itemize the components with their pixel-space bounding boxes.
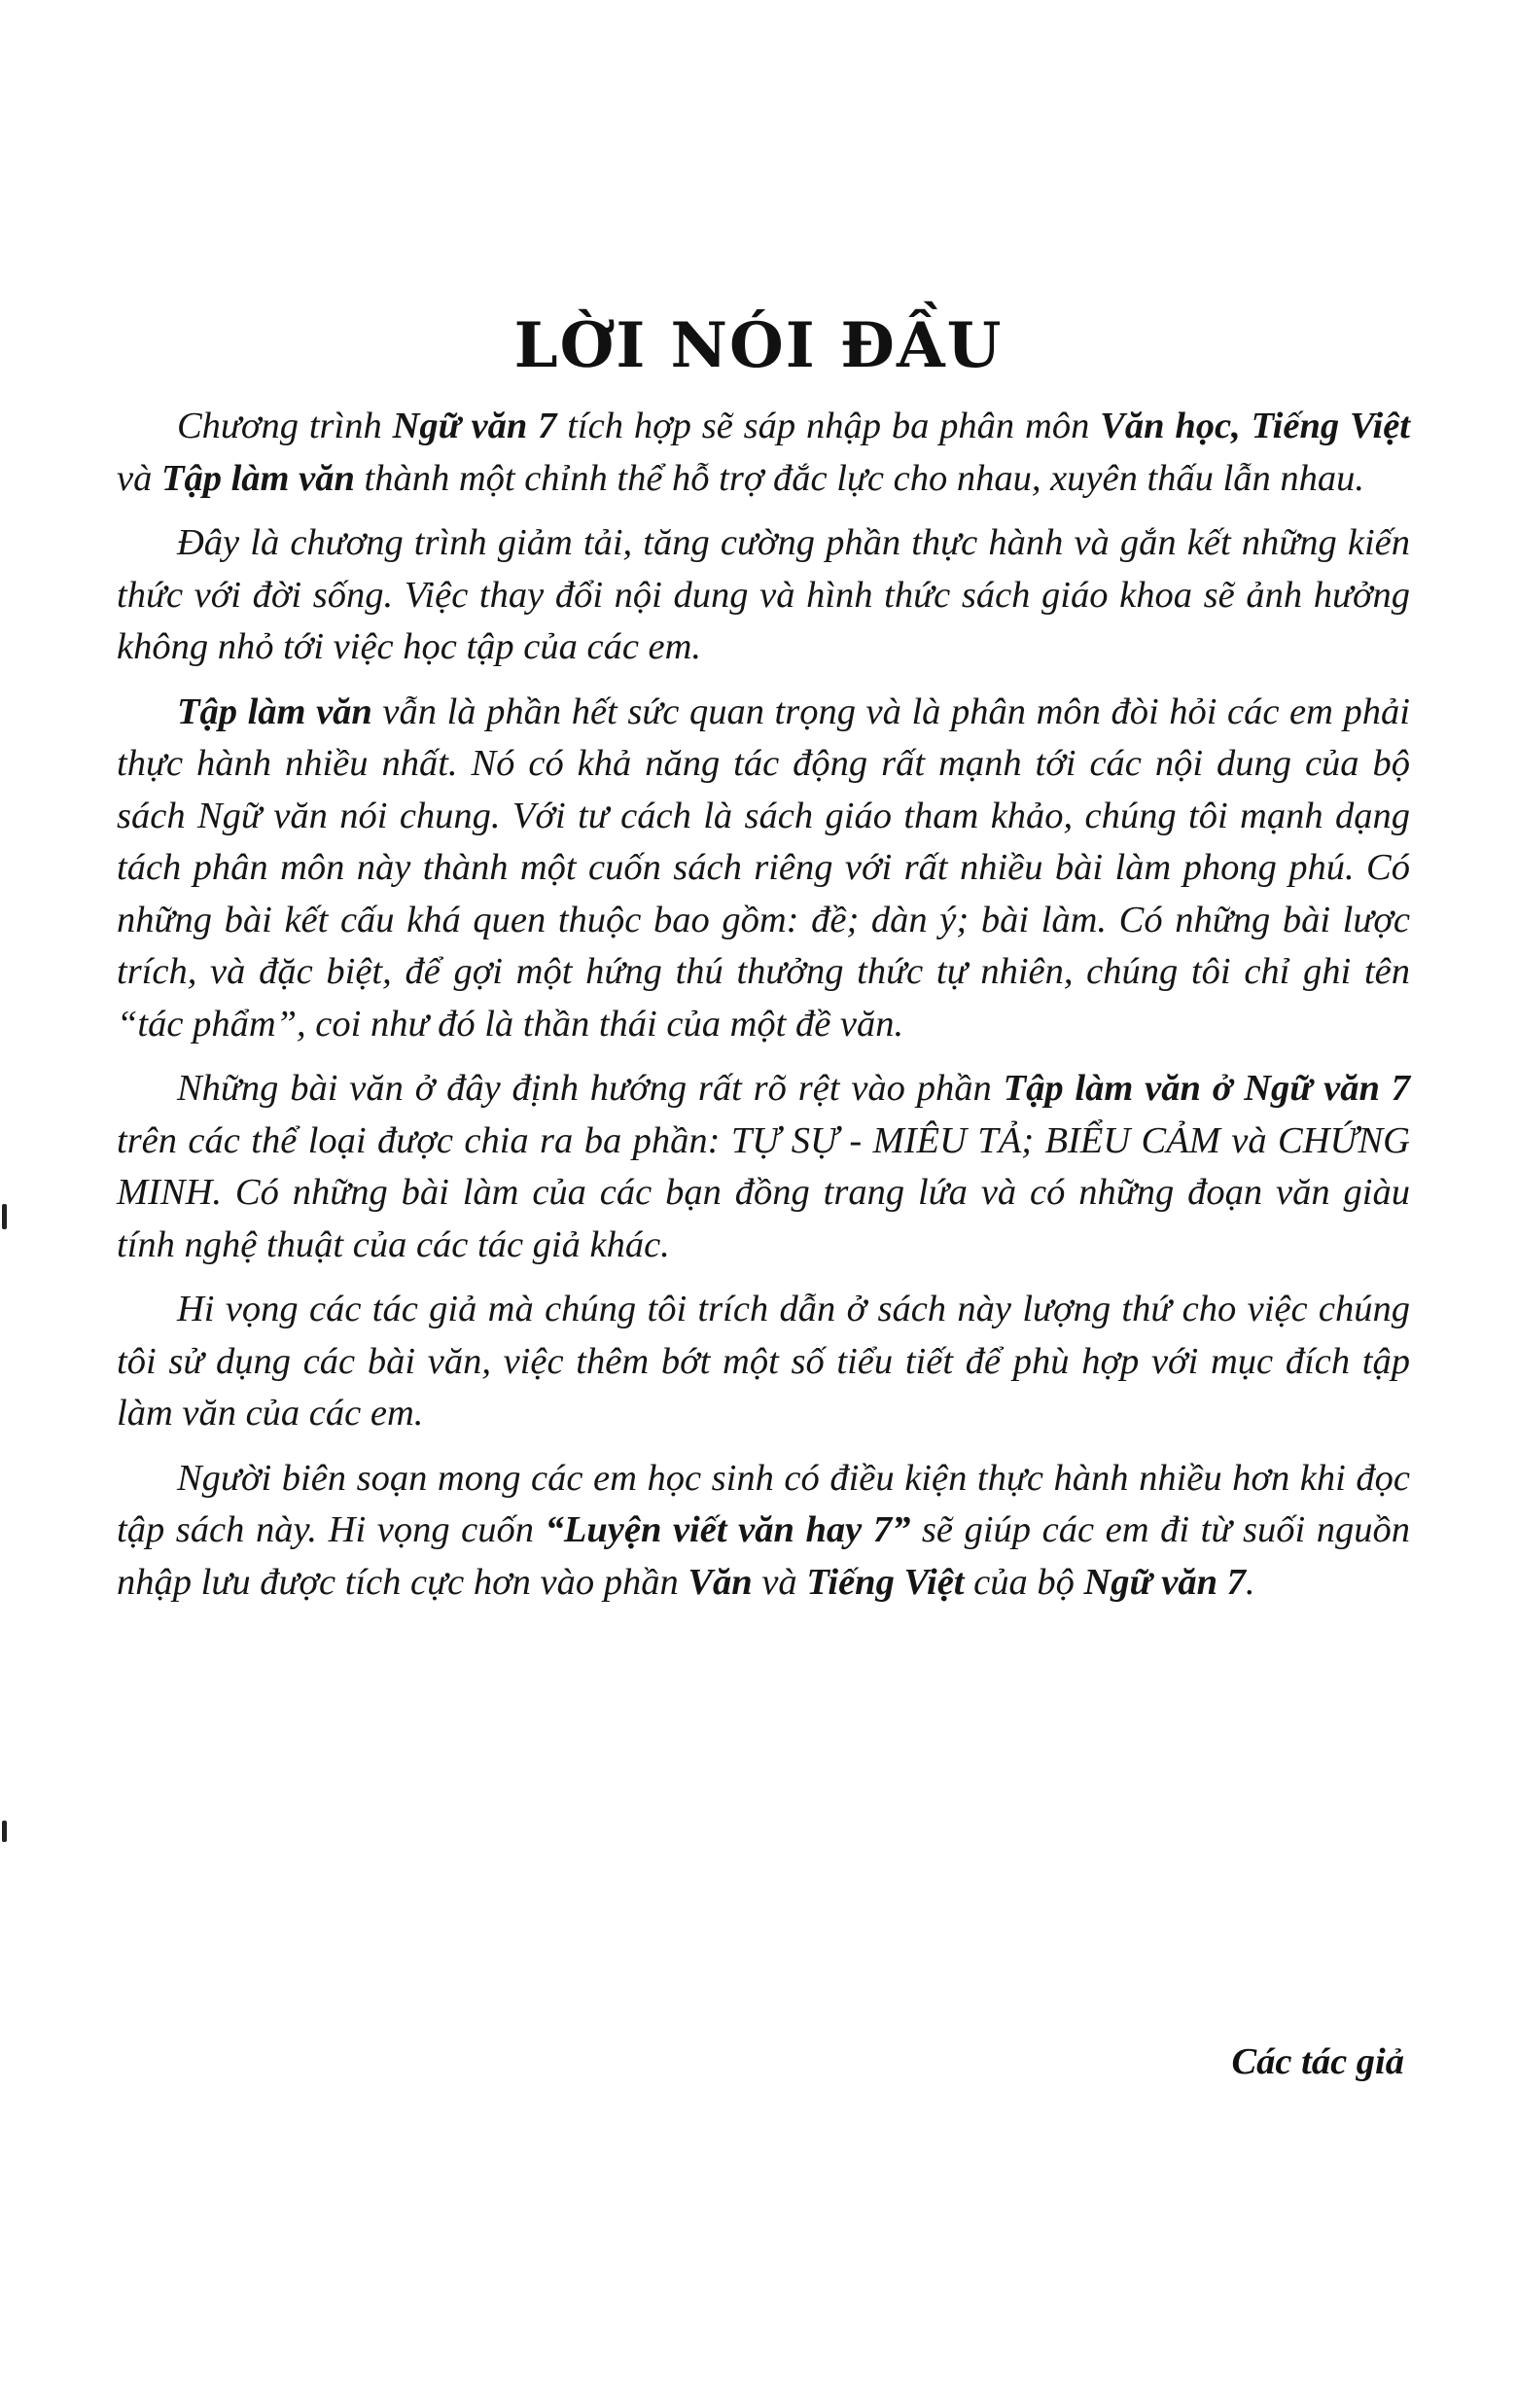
- emphasis-text: Tập làm văn ở Ngữ văn 7: [1003, 1068, 1410, 1109]
- emphasis-text: Văn học, Tiếng Việt: [1100, 406, 1411, 446]
- emphasis-text: Ngữ văn 7: [392, 406, 557, 446]
- body-text-run: của bộ: [964, 1561, 1084, 1603]
- preface-body: [117, 401, 1410, 1621]
- scan-edge-mark: [2, 1204, 7, 1229]
- body-text-run: Hi vọng các tác giả mà chúng tôi trích dẫn ở sách này lượng thứ cho việc chúng tôi sử dụng các bài văn, việc thêm bớt một số tiểu tiết để phù hợp với mục đích tập làm văn của các em.: [117, 1289, 1410, 1434]
- body-text-run: vẫn là phần hết sức quan trọng và là phân môn đòi hỏi các em phải thực hành nhiều nhất. Nó có khả năng tác động rất mạnh tới các nội dung của bộ sách Ngữ văn nói chung. Với tư cách là sách giáo tham khảo, chúng tôi mạnh dạng tách phân môn này thành một cuốn sách riêng với rất nhiều bài làm phong phú. Có những bài kết cấu khá quen thuộc bao gồm: đề; dàn ý; bài làm. Có những bài lược trích, và đặc biệt, để gợi một hứng thú thưởng thức tự nhiên, chúng tôi chỉ ghi tên “tác phẩm”, coi như đó là thần thái của một đề văn.: [117, 691, 1410, 1045]
- paragraph-6: [117, 1453, 1410, 1610]
- scan-edge-mark: [2, 1821, 7, 1842]
- emphasis-text: Tiếng Việt: [806, 1561, 965, 1603]
- body-text-run: sẽ giúp các em đi từ suối nguồn nhập lưu được tích cực hơn vào phần: [117, 1509, 1410, 1603]
- body-text-run: Chương trình: [177, 406, 393, 446]
- paragraph-2: [117, 517, 1410, 674]
- body-text-run: và: [752, 1561, 807, 1603]
- paragraph-4: [117, 1063, 1410, 1271]
- body-text-run: tích hợp sẽ sáp nhập ba phân môn: [556, 406, 1101, 446]
- emphasis-text: Ngữ văn 7: [1083, 1561, 1246, 1603]
- body-text-run: thành một chỉnh thể hỗ trợ đắc lực cho nhau, xuyên thấu lẫn nhau.: [354, 457, 1364, 499]
- emphasis-text: “Luyện viết văn hay 7”: [545, 1509, 911, 1550]
- paragraph-1: [117, 401, 1410, 505]
- body-text-run: .: [1245, 1561, 1255, 1603]
- body-text-run: và: [117, 457, 161, 499]
- body-text-run: trên các thể loại được chia ra ba phần: TỰ SỰ - MIÊU TẢ; BIỂU CẢM và CHỨNG MINH. Có những bài làm của các bạn đồng trang lứa và có những đoạn văn giàu tính nghệ thuật của các tác giả khác.: [117, 1119, 1410, 1265]
- body-text-run: Đây là chương trình giảm tải, tăng cường phần thực hành và gắn kết những kiến thức với đời sống. Việc thay đổi nội dung và hình thức sách giáo khoa sẽ ảnh hưởng không nhỏ tới việc học tập của các em.: [117, 522, 1410, 667]
- body-text-run: Người biên soạn mong các em học sinh có điều kiện thực hành nhiều hơn khi đọc tập sách này. Hi vọng cuốn: [117, 1457, 1410, 1550]
- emphasis-text: Tập làm văn: [177, 691, 372, 732]
- paragraph-3: [117, 687, 1410, 1051]
- signature: Các tác giả: [1231, 2041, 1404, 2082]
- page-title: LỜI NÓI ĐẦU: [513, 309, 1004, 382]
- emphasis-text: Văn: [688, 1561, 753, 1603]
- paragraph-5: [117, 1284, 1410, 1440]
- body-text-run: Những bài văn ở đây định hướng rất rõ rệt vào phần: [177, 1068, 1004, 1109]
- emphasis-text: Tập làm văn: [160, 457, 355, 499]
